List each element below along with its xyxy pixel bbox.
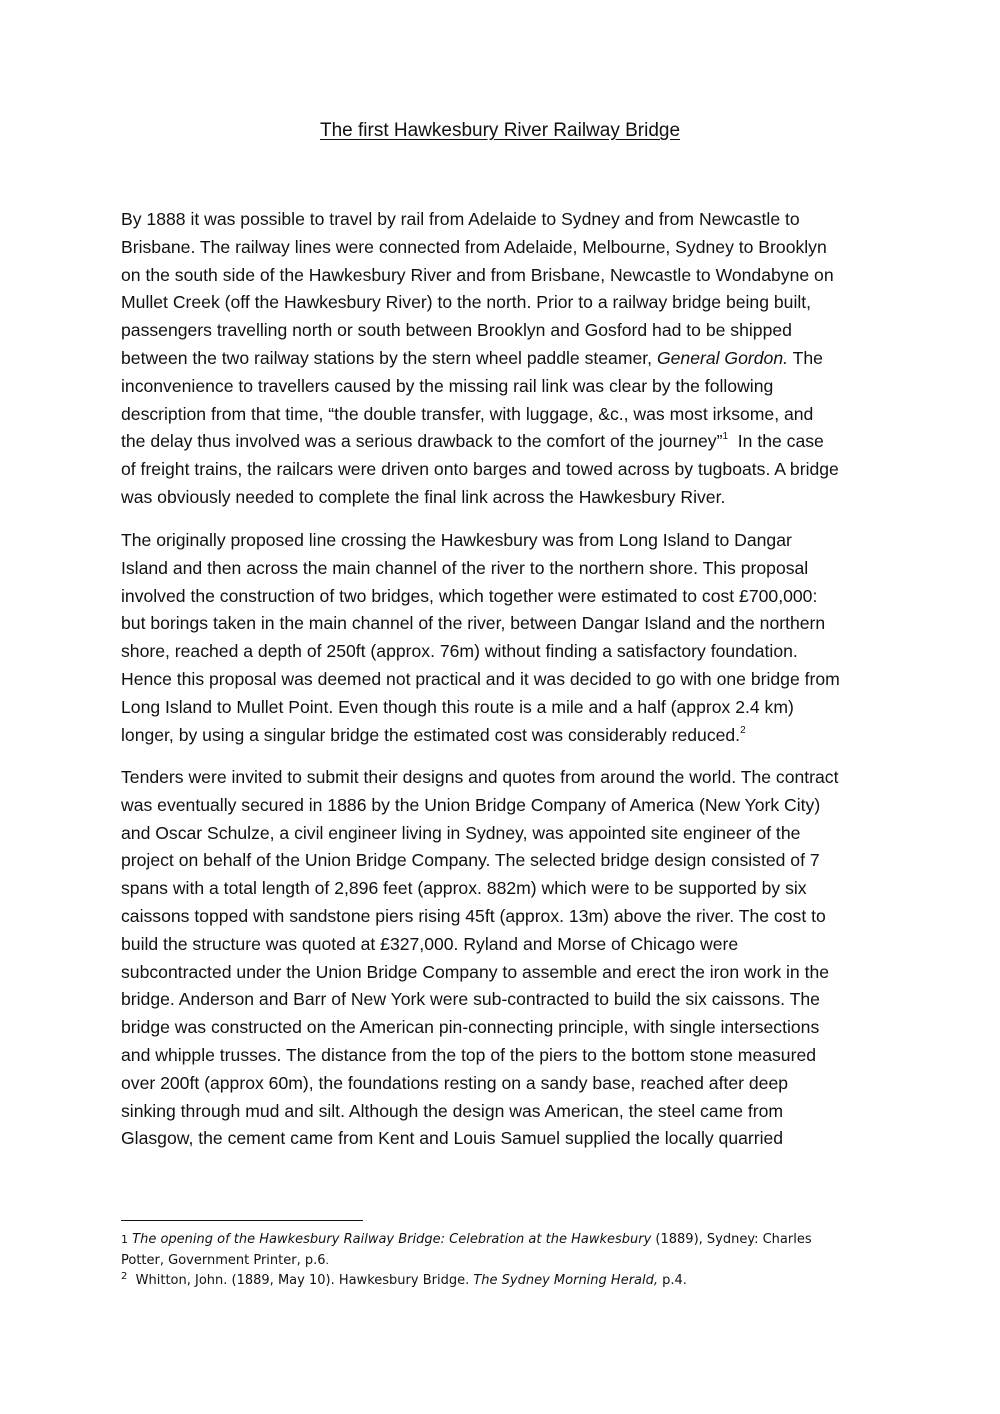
paragraph-3 [121, 764, 881, 1153]
footnote-2-text: p.4. [658, 1273, 687, 1288]
text-run: longer, by using a singular bridge the estimated cost was considerably reduced. [121, 724, 741, 745]
text-run: In the case [728, 431, 824, 452]
text-line: caissons topped with sandstone piers rising 45ft (approx. 13m) above the river. The cost to [121, 905, 826, 926]
footnote-ref-1: 1 [722, 431, 728, 443]
text-line: Island and then across the main channel of the river to the northern shore. This proposal [121, 557, 809, 578]
text-line: subcontracted under the Union Bridge Company to assemble and erect the iron work in the [121, 961, 830, 982]
text-line [121, 345, 881, 373]
text-line: shore, reached a depth of 250ft (approx. 76m) without finding a satisfactory foundation. [121, 641, 798, 662]
text-line: Brisbane. The railway lines were connected from Adelaide, Melbourne, Sydney to Brooklyn [121, 236, 827, 257]
paragraph-2 [121, 527, 881, 749]
text-line [121, 722, 881, 750]
text-line: bridge was constructed on the American pin-connecting principle, with single intersections [121, 1017, 820, 1038]
text-line: was eventually secured in 1886 by the Union Bridge Company of America (New York City) [121, 794, 821, 815]
text-line: was obviously needed to complete the final link across the Hawkesbury River. [121, 486, 726, 507]
text-line: Glasgow, the cement came from Kent and Louis Samuel supplied the locally quarried [121, 1128, 784, 1149]
text-line: Mullet Creek (off the Hawkesbury River) to the north. Prior to a railway bridge being built, [121, 292, 812, 313]
text-line: over 200ft (approx 60m), the foundations resting on a sandy base, reached after deep [121, 1072, 789, 1093]
text-run: between the two railway stations by the stern wheel paddle steamer, [121, 347, 657, 368]
text-run: the delay thus involved was a serious drawback to the comfort of the journey” [121, 431, 723, 452]
text-line: spans with a total length of 2,896 feet (approx. 882m) which were to be supported by six [121, 878, 807, 899]
text-line [121, 428, 881, 456]
footnotes [121, 1230, 881, 1292]
page-title: The first Hawkesbury River Railway Bridge [319, 120, 681, 141]
footnote-2-text: Whitton, John. (1889, May 10). Hawkesbury Bridge. [127, 1273, 474, 1288]
text-line: sinking through mud and silt. Although the design was American, the steel came from [121, 1100, 784, 1121]
footnote-1-continued [121, 1251, 881, 1272]
text-line: project on behalf of the Union Bridge Company. The selected bridge design consisted of 7 [121, 850, 820, 871]
text-line: inconvenience to travellers caused by the missing rail link was clear by the following [121, 375, 774, 396]
text-line: and Oscar Schulze, a civil engineer living in Sydney, was appointed site engineer of the [121, 822, 801, 843]
text-line: The originally proposed line crossing the Hawkesbury was from Long Island to Dangar [121, 530, 792, 550]
footnote-1-title: The opening of the Hawkesbury Railway Bridge: Celebration at the Hawkesbury [132, 1232, 652, 1247]
footnote-ref-2: 2 [740, 724, 746, 736]
text-line: description from that time, “the double transfer, with luggage, &c., was most irksome, and [121, 403, 814, 424]
footnote-1-text: Potter, Government Printer, p.6 [121, 1252, 326, 1268]
text-line: bridge. Anderson and Barr of New York were sub-contracted to build the six caissons. The [121, 989, 820, 1010]
footnote-2-source: The Sydney Morning Herald, [473, 1273, 658, 1288]
text-line: By 1888 it was possible to travel by rail from Adelaide to Sydney and from Newcastle to [121, 209, 800, 229]
text-line: involved the construction of two bridges, which together were estimated to cost £700,000: [121, 585, 818, 606]
text-line: of freight trains, the railcars were driven onto barges and towed across by tugboats. A bridge [121, 459, 839, 480]
paragraph-1 [121, 206, 881, 512]
footnote-1-text: (1889), Sydney: Charles [651, 1232, 812, 1247]
footnote-separator [121, 1220, 363, 1221]
text-line: Hence this proposal was deemed not practical and it was decided to go with one bridge from [121, 668, 840, 689]
text-line: and whipple trusses. The distance from the top of the piers to the bottom stone measured [121, 1044, 817, 1065]
footnote-1-period: . [325, 1253, 330, 1267]
text-line: Long Island to Mullet Point. Even though this route is a mile and a half (approx 2.4 km) [121, 696, 794, 717]
text-run: The [788, 347, 823, 368]
steamer-name: General Gordon. [656, 347, 788, 368]
text-line: Tenders were invited to submit their designs and quotes from around the world. The contract [121, 767, 839, 787]
text-line: passengers travelling north or south between Brooklyn and Gosford had to be shipped [121, 320, 792, 341]
text-line: on the south side of the Hawkesbury River and from Brisbane, Newcastle to Wondabyne on [121, 264, 834, 285]
footnote-2-mark: 2 [121, 1271, 128, 1282]
text-line: build the structure was quoted at £327,000. Ryland and Morse of Chicago were [121, 933, 739, 954]
footnote-1-mark: 1 [121, 1233, 128, 1246]
footnote-2 [121, 1271, 881, 1292]
footnote-1 [121, 1230, 881, 1251]
text-line: but borings taken in the main channel of the river, between Dangar Island and the northern [121, 613, 826, 634]
